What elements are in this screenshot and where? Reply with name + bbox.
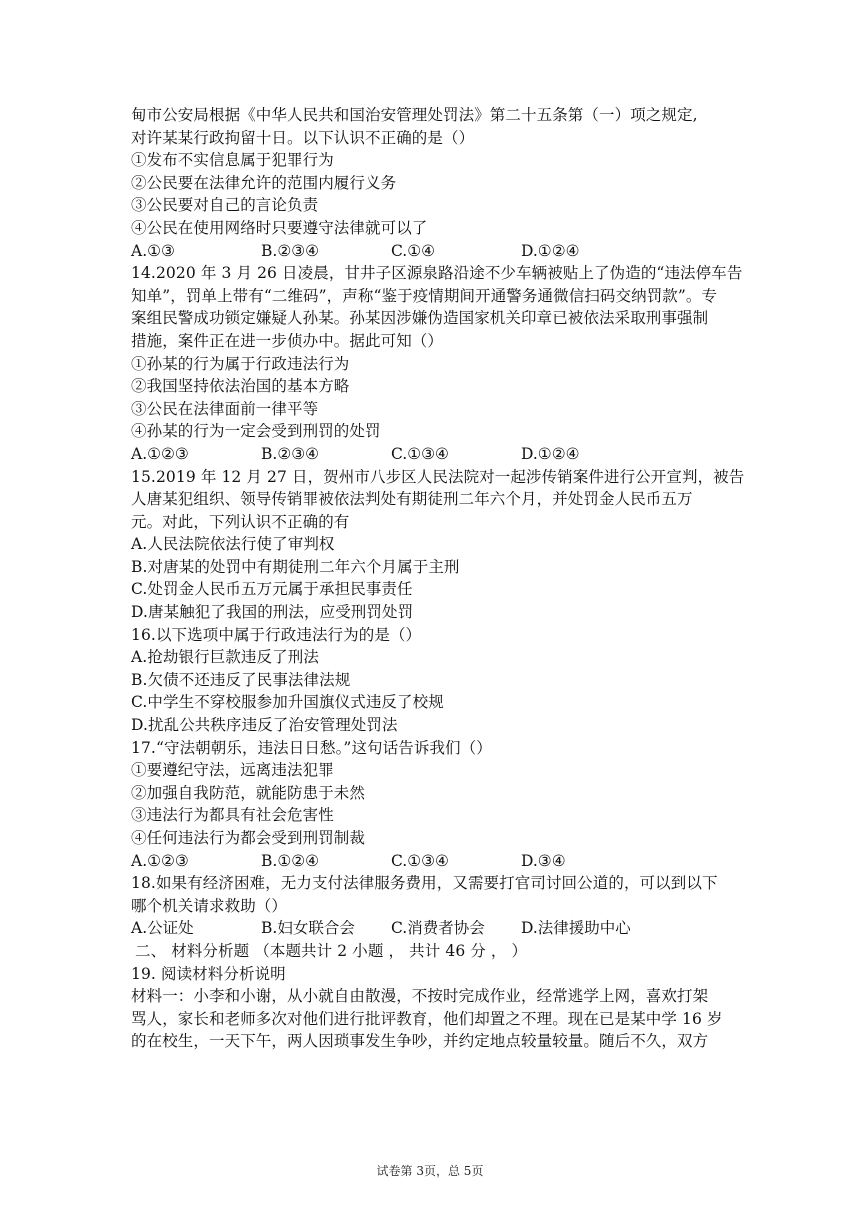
text-line: 对许某某行政拘留十日。以下认识不正确的是（） — [131, 128, 475, 147]
option: B.妇女联合会 — [261, 919, 355, 938]
text-line: 知单”，罚单上带有“二维码”，声称“鉴于疫情期间开通警务通微信扫码交纳罚款”。专 — [131, 286, 718, 305]
option: D.①②④ — [521, 241, 580, 260]
text-line: 甸市公安局根据《中华人民共和国治安管理处罚法》第二十五条第（一）项之规定, — [131, 106, 698, 124]
text-line: ②公民要在法律允许的范围内履行义务 — [131, 173, 397, 192]
text-line: 人唐某犯组织、领导传销罪被依法判处有期徒刑二年六个月，并处罚金人民币五万 — [131, 490, 693, 509]
question-18: 18.如果有经济困难，无力支付法律服务费用，又需要打官司讨回公道的，可以到以下 — [131, 874, 718, 893]
q13-options — [131, 240, 731, 263]
text-line: ③公民要对自己的言论负责 — [131, 196, 319, 215]
q14-options — [131, 443, 731, 466]
text-line: 措施，案件正在进一步侦办中。据此可知（） — [131, 331, 444, 350]
text-line: ④孙某的行为一定会受到刑罚的处罚 — [131, 422, 381, 441]
option-line: D.扰乱公共秩序违反了治安管理处罚法 — [131, 716, 398, 735]
section-heading: 二、 材料分析题 （本题共计 2 小题 ， 共计 46 分 ， ） — [135, 941, 528, 960]
text-line: 案组民警成功锁定嫌疑人孙某。孙某因涉嫌伪造国家机关印章已被依法采取刑事强制 — [131, 309, 709, 328]
option: C.消费者协会 — [391, 919, 485, 938]
option-line: A.抢劫银行巨款违反了刑法 — [131, 648, 319, 667]
question-15: 15.2019 年 12 月 27 日，贺州市八步区人民法院对一起涉传销案件进行公开宣判，被告 — [131, 467, 745, 486]
text-line: 的在校生，一天下午，两人因琐事发生争吵，并约定地点较量较量。随后不久，双方 — [131, 1032, 709, 1051]
option: C.①③④ — [391, 851, 449, 870]
question-14: 14.2020 年 3 月 26 日凌晨，甘井子区源泉路沿途不少车辆被贴上了伪造的“违法停车告 — [131, 264, 743, 283]
text-line: ①孙某的行为属于行政违法行为 — [131, 354, 350, 373]
option-line: C.处罚金人民币五万元属于承担民事责任 — [131, 580, 413, 599]
text-line: ①发布不实信息属于犯罪行为 — [131, 151, 334, 170]
question-16: 16.以下选项中属于行政违法行为的是（） — [131, 625, 422, 644]
option: B.①②④ — [261, 851, 320, 870]
option: D.①②④ — [521, 444, 580, 463]
page-footer: 试卷第 3页，总 5页 — [376, 1164, 484, 1178]
question-19: 19. 阅读材料分析说明 — [131, 964, 286, 983]
option: A.①②③ — [131, 851, 189, 870]
option: B.②③④ — [261, 241, 320, 260]
option-line: B.欠债不还违反了民事法律法规 — [131, 670, 351, 689]
q17-options — [131, 850, 731, 873]
q18-options — [131, 917, 731, 940]
option: A.①②③ — [131, 444, 189, 463]
question-17: 17.“守法朝朝乐，违法日日愁。”这句话告诉我们（） — [131, 738, 492, 757]
text-line: 哪个机关请求救助（） — [131, 896, 288, 915]
text-line: ③公民在法律面前一律平等 — [131, 399, 319, 418]
text-line: 材料一：小李和小谢，从小就自由散漫，不按时完成作业，经常逃学上网，喜欢打架 — [131, 987, 709, 1006]
option-line: D.唐某触犯了我国的刑法，应受刑罚处罚 — [131, 603, 414, 622]
text-line: 骂人，家长和老师多次对他们进行批评教育，他们却置之不理。现在已是某中学 16 岁 — [131, 1009, 723, 1028]
text-line: ④任何违法行为都会受到刑罚制裁 — [131, 829, 366, 847]
option-line: B.对唐某的处罚中有期徒刑二年六个月属于主刑 — [131, 557, 460, 576]
text-line: ②我国坚持依法治国的基本方略 — [131, 377, 350, 396]
text-line: ②加强自我防范，就能防患于未然 — [131, 783, 366, 802]
option-line: C.中学生不穿校服参加升国旗仪式违反了校规 — [131, 693, 444, 712]
text-line: ④公民在使用网络时只要遵守法律就可以了 — [131, 218, 428, 237]
option: C.①③④ — [391, 444, 449, 463]
exam-page — [131, 104, 745, 1053]
text-line: 元。对此，下列认识不正确的有 — [131, 512, 350, 531]
text-line: ①要遵纪守法，远离违法犯罪 — [131, 761, 334, 780]
option: D.法律援助中心 — [521, 919, 631, 938]
option: C.①④ — [391, 241, 436, 260]
option: B.②③④ — [261, 444, 320, 463]
text-line: ③违法行为都具有社会危害性 — [131, 806, 334, 825]
option-line: A.人民法院依法行使了审判权 — [131, 535, 335, 554]
option: D.③④ — [521, 851, 566, 870]
option: A.①③ — [131, 241, 175, 260]
option: A.公证处 — [131, 919, 194, 938]
